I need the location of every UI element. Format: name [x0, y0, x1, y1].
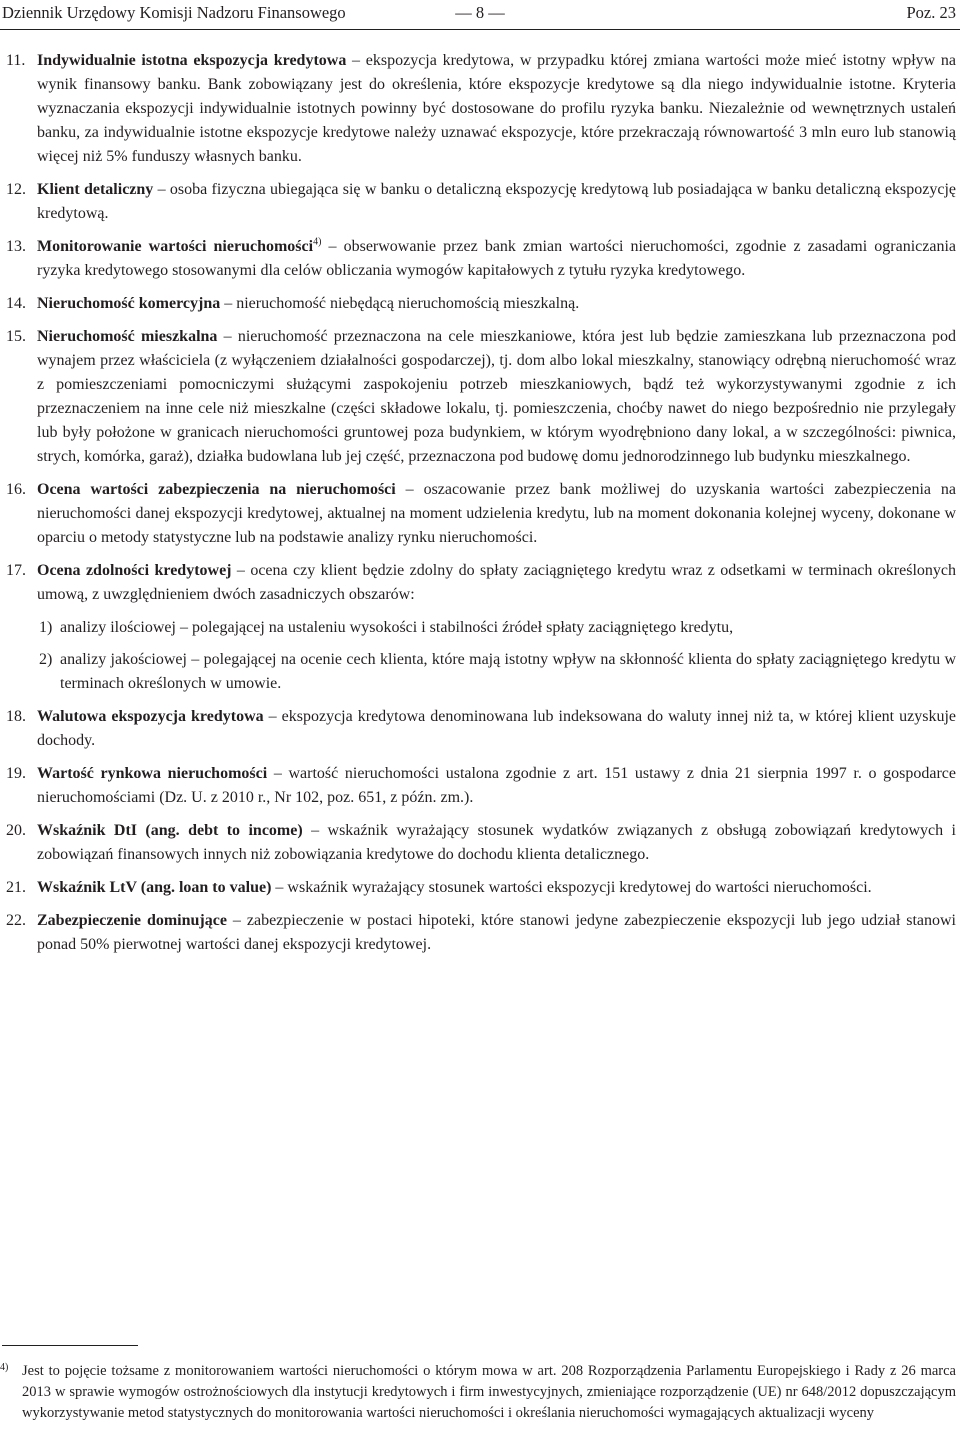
item-definition: – wartość nieruchomości ustalona zgodnie z art. 151 ustawy z dnia 21 sierpnia 1997 r. o gospodarce nieruchomościami (Dz. U. z 2010 r., Nr 102, poz. 651, z późn. zm.).: [37, 765, 957, 806]
definition-item-12: [0, 178, 960, 226]
subitem-2: [0, 648, 960, 696]
definition-item-19: [0, 762, 960, 810]
item-definition: – ekspozycja kredytowa, w przypadku której zmiana wartości może mieć istotny wpływ na wynik finansowy banku. Bank zobowiązany jest do określenia, które ekspozycje kredytowe są dla niego indywidualnie istotne. Kryteria wyznaczania ekspozycji indywidualnie istotnych powinny być dostosowane do profilu ryzyka banku. Niezależnie od wewnętrznych ustaleń banku, za indywidualnie istotne ekspozycje kredytowe należy uznawać ekspozycje, które przekraczają równowartość 3 mln euro lub stanowią więcej niż 5% funduszy własnych banku.: [37, 52, 957, 165]
item-definition: – ocena czy klient będzie zdolny do spłaty zaciągniętego kredytu wraz z odsetkami w terminach określonych umową, z uwzględnieniem dwóch zasadniczych obszarów:: [37, 562, 957, 603]
item-definition: – oszacowanie przez bank możliwej do uzyskania wartości zabezpieczenia na nieruchomości danej ekspozycji kredytowej, aktualnej na moment udzielenia kredytu, lub na moment dokonania kolejnej wyceny, dokonane w oparciu o metody statystyczne lub na podstawie analizy rynku nieruchomości.: [37, 481, 957, 546]
item-term: Klient detaliczny: [37, 181, 154, 198]
footnote-reference[interactable]: 4): [313, 236, 322, 248]
position-number: Poz. 23: [906, 3, 956, 22]
item-term: Nieruchomość mieszkalna: [37, 328, 218, 345]
definition-item-16: [0, 478, 960, 550]
definition-item-14: [0, 292, 960, 316]
definitions-list: [0, 49, 960, 966]
item-number: 21.: [6, 879, 26, 896]
item-term: Monitorowanie wartości nieruchomości: [37, 238, 314, 255]
journal-title: Dziennik Urzędowy Komisji Nadzoru Finansowego: [2, 3, 346, 22]
definition-item-15: [0, 325, 960, 469]
footnote-text: Jest to pojęcie tożsame z monitorowaniem wartości nieruchomości o którym mowa w art. 208 Rozporządzenia Parlamentu Europejskiego i Rady z 26 marca 2013 w sprawie wymogów ostrożnościowych dla instytucji kredytowych i firm inwestycyjnych, zmieniające rozporządzenie (UE) nr 648/2012 dopuszczającym wykorzystywanie metod statystycznych do monitorowania wartości nieruchomości i określania nieruchomości wymagających aktualizacji wyceny: [22, 1363, 956, 1421]
item-term: Wartość rynkowa nieruchomości: [37, 765, 268, 782]
item-number: 12.: [6, 181, 26, 198]
header-rule: [0, 29, 960, 30]
item-number: 16.: [6, 481, 26, 498]
definition-item-20: [0, 819, 960, 867]
subitem-text: analizy ilościowej – polegającej na ustaleniu wysokości i stabilności źródeł spłaty zaciągniętego kredytu,: [60, 619, 734, 636]
item-definition: – zabezpieczenie w postaci hipoteki, które stanowi jedyne zabezpieczenie ekspozycji lub jego udział stanowi ponad 50% pierwotnej wartości danej ekspozycji kredytowej.: [37, 912, 956, 953]
subitem-number: 1): [39, 619, 53, 636]
item-definition: – nieruchomość niebędącą nieruchomością mieszkalną.: [220, 295, 580, 312]
item-term: Indywidualnie istotna ekspozycja kredytowa: [37, 52, 347, 69]
definition-item-21: [0, 876, 960, 900]
definition-item-13: [0, 235, 960, 283]
footnotes-section: [0, 1345, 960, 1424]
item-term: Ocena zdolności kredytowej: [37, 562, 232, 579]
footnote-rule: [2, 1345, 138, 1346]
item-term: Nieruchomość komercyjna: [37, 295, 221, 312]
item-term: Wskaźnik LtV (ang. loan to value): [37, 879, 272, 896]
subitem-number: 2): [39, 651, 53, 668]
item-number: 11.: [6, 52, 26, 69]
item-definition: – wskaźnik wyrażający stosunek wartości ekspozycji kredytowej do wartości nieruchomości.: [271, 879, 872, 896]
item-number: 18.: [6, 708, 26, 725]
subitem-text: analizy jakościowej – polegającej na ocenie cech klienta, które mają istotny wpływ na skłonność klienta do spłaty zaciągniętego kredytu w terminach określonych w umowie.: [60, 651, 956, 692]
definition-item-22: [0, 909, 960, 957]
item-definition: – obserwowanie przez bank zmian wartości nieruchomości, zgodnie z zasadami ograniczania ryzyka kredytowego stosowanymi dla celów obliczania wymogów kapitałowych z tytułu ryzyka kredytowego.: [37, 238, 957, 279]
item-definition: – ekspozycja kredytowa denominowana lub indeksowana do waluty innej niż ta, w której klient uzyskuje dochody.: [37, 708, 957, 749]
item-definition: – nieruchomość przeznaczona na cele mieszkaniowe, która jest lub będzie zamieszkana lub przeznaczona pod wynajem przez właściciela (z wyłączeniem działalności gospodarczej), tj. dom albo lokal mieszkalny, stanowiący odrębną nieruchomość wraz z pomieszczeniami pomocniczymi służącymi zaspokojeniu potrzeb mieszkaniowych, bądź też wykorzystywanymi zgodnie z ich przeznaczeniem na inne cele niż mieszkalne (części składowe lokalu, tj. pomieszczenia, choćby nawet do niego bezpośrednio nie przylegały lub były położone w granicach nieruchomości gruntowej poza budynkiem, w którym wyodrębniono dany lokal, a w szczególności: piwnica, strych, komórka, garaż), działka budowlana lub jej część, przeznaczona pod budowę domu jednorodzinnego lub budynku mieszkalnego.: [37, 328, 957, 465]
item-definition: – wskaźnik wyrażający stosunek wydatków związanych z obsługą zobowiązań kredytowych i zobowiązań finansowych innych niż zobowiązania kredytowe do dochodu klienta detalicznego.: [37, 822, 956, 863]
item-number: 13.: [6, 238, 26, 255]
item-number: 17.: [6, 562, 26, 579]
item-term: Wskaźnik DtI (ang. debt to income): [37, 822, 303, 839]
definition-item-18: [0, 705, 960, 753]
item-number: 14.: [6, 295, 26, 312]
definition-item-17: [0, 559, 960, 607]
item-term: Ocena wartości zabezpieczenia na nieruchomości: [37, 481, 396, 498]
item-number: 20.: [6, 822, 26, 839]
item-number: 19.: [6, 765, 26, 782]
footnote-mark: 4): [0, 1362, 9, 1373]
footnote-4: [0, 1361, 960, 1424]
subitem-1: [0, 616, 960, 640]
item-term: Zabezpieczenie dominujące: [37, 912, 227, 929]
item-term: Walutowa ekspozycja kredytowa: [37, 708, 264, 725]
item-definition: – osoba fizyczna ubiegająca się w banku o detaliczną ekspozycję kredytową lub posiadająca w banku detaliczną ekspozycję kredytową.: [37, 181, 957, 222]
page-number: — 8 —: [455, 3, 505, 22]
definition-item-11: [0, 49, 960, 169]
page-header: [0, 0, 960, 30]
item-number: 15.: [6, 328, 26, 345]
item-number: 22.: [6, 912, 26, 929]
